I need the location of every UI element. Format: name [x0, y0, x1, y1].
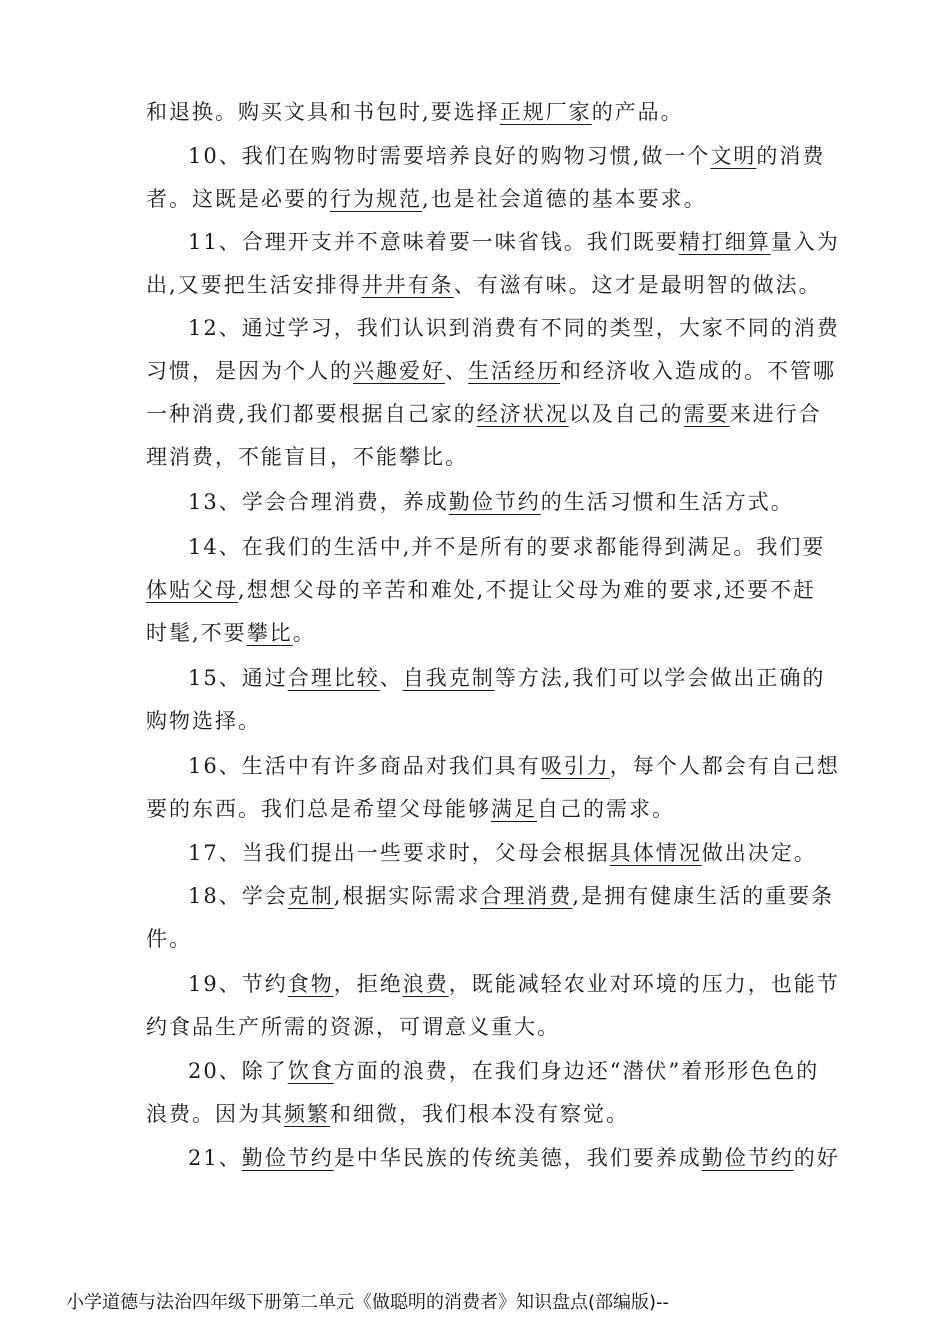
underlined-keyword: 井井有条 [361, 273, 454, 297]
text-segment: 14、在我们的生活中,并不是所有的要求都能得到满足。我们要 [188, 535, 826, 559]
text-segment: 、 [379, 666, 403, 690]
text-segment: 10、我们在购物时需要培养良好的购物习惯,做一个 [188, 144, 711, 168]
text-segment: 12、通过学习，我们认识到消费有不同的类型，大家不同的消费 [188, 316, 840, 340]
text-segment: 理消费，不能盲目，不能攀比。 [146, 445, 468, 469]
text-line [188, 141, 825, 171]
text-segment: 等方法,我们可以学会做出正确的 [494, 666, 826, 690]
text-segment: 21、 [188, 1146, 242, 1170]
page-footer: 小学道德与法治四年级下册第二单元《做聪明的消费者》知识盘点(部编版)-- [66, 1292, 670, 1313]
underlined-keyword: 满足 [491, 797, 537, 821]
underlined-keyword: 勤俭节约 [701, 1146, 794, 1170]
underlined-keyword: 行为规范 [330, 187, 422, 211]
text-line [146, 97, 684, 127]
underlined-keyword: 自我克制 [402, 666, 495, 690]
underlined-keyword: 体贴父母 [146, 578, 238, 602]
text-segment: 浪费。因为其 [146, 1102, 284, 1126]
text-segment: 量入为 [770, 230, 840, 254]
text-segment: 19、节约 [188, 972, 288, 996]
text-line [188, 751, 840, 781]
text-segment: 的生活习惯和生活方式。 [540, 490, 794, 514]
text-line [188, 1056, 819, 1086]
text-line [146, 706, 261, 736]
text-line [188, 663, 825, 693]
underlined-keyword: 浪费 [402, 972, 449, 996]
text-segment: 17、当我们提出一些要求时，父母会根据 [188, 841, 610, 865]
text-line [146, 442, 468, 472]
underlined-keyword: 吸引力 [540, 754, 610, 778]
underlined-keyword: 需要 [683, 402, 730, 426]
text-segment: 13、学会合理消费，养成 [188, 490, 449, 514]
text-segment: 来进行合 [729, 402, 822, 426]
text-segment: ,想想父母的辛苦和难处,不提让父母为难的要求,还要不赶 [238, 578, 817, 602]
text-segment: 和退换。购买文具和书包时,要选择 [146, 100, 500, 124]
text-segment: 、 [445, 359, 468, 383]
text-line [188, 313, 840, 343]
text-segment: 的好 [793, 1146, 840, 1170]
text-segment: 18、学会 [188, 884, 288, 908]
underlined-keyword: 食物 [287, 972, 334, 996]
text-line [146, 356, 836, 386]
underlined-keyword: 饮食 [287, 1059, 334, 1083]
text-segment: ,也是社会道德的基本要求。 [422, 187, 707, 211]
text-line [146, 184, 707, 214]
text-line [188, 532, 825, 562]
text-line [146, 794, 675, 824]
text-segment: 习惯，是因为个人的 [146, 359, 353, 383]
text-segment: 要的东西。我们总是希望父母能够 [146, 797, 491, 821]
text-segment: 是中华民族的传统美德，我们要养成 [333, 1146, 702, 1170]
text-line [188, 227, 840, 257]
text-segment: 时髦,不要 [146, 621, 247, 645]
text-segment: 方面的浪费，在我们身边还“潜伏”着形形色色的 [333, 1059, 820, 1083]
text-segment: ，拒绝 [333, 972, 403, 996]
text-line [146, 270, 822, 300]
text-line [146, 1012, 560, 1042]
underlined-keyword: 勤俭节约 [241, 1146, 334, 1170]
text-segment: 和经济收入造成的。不管哪 [560, 359, 836, 383]
underlined-keyword: 攀比 [246, 621, 293, 645]
underlined-keyword: 兴趣爱好 [353, 359, 445, 383]
underlined-keyword: 经济状况 [476, 402, 569, 426]
text-segment: 一种消费,我们都要根据自己家的 [146, 402, 477, 426]
text-line [146, 575, 816, 605]
text-line [188, 487, 794, 517]
underlined-keyword: 合理消费 [480, 884, 573, 908]
text-segment: 的产品。 [591, 100, 684, 124]
text-segment: 做出决定。 [701, 841, 817, 865]
text-line [188, 969, 840, 999]
underlined-keyword: 克制 [287, 884, 334, 908]
text-segment: 、有滋有味。这才是最明智的做法。 [453, 273, 822, 297]
text-segment: 20、除了 [188, 1059, 288, 1083]
text-segment: ，每个人都会有自己想 [609, 754, 840, 778]
text-segment: 者。这既是必要的 [146, 187, 330, 211]
text-line [146, 618, 316, 648]
text-segment: 出,又要把生活安排得 [146, 273, 362, 297]
text-line [188, 838, 817, 868]
text-line [188, 881, 834, 911]
text-segment: 11、合理开支并不意味着要一味省钱。我们既要 [188, 230, 679, 254]
text-segment: 以及自己的 [568, 402, 684, 426]
text-line [188, 1143, 840, 1173]
text-line [146, 924, 192, 954]
text-segment: 约食品生产所需的资源，可谓意义重大。 [146, 1015, 560, 1039]
underlined-keyword: 勤俭节约 [448, 490, 541, 514]
text-segment: 件。 [146, 927, 192, 951]
text-segment: 自己的需求。 [537, 797, 675, 821]
text-line [146, 1099, 629, 1129]
underlined-keyword: 正规厂家 [499, 100, 592, 124]
text-segment: 15、通过 [188, 666, 288, 690]
text-segment: ，既能减轻农业对环境的压力，也能节 [448, 972, 840, 996]
underlined-keyword: 生活经历 [468, 359, 560, 383]
underlined-keyword: 文明 [710, 144, 757, 168]
text-segment: ,根据实际需求 [333, 884, 481, 908]
text-segment: 16、生活中有许多商品对我们具有 [188, 754, 541, 778]
text-segment: 购物选择。 [146, 709, 261, 733]
text-segment: 。 [292, 621, 316, 645]
text-line [146, 399, 822, 429]
underlined-keyword: 精打细算 [678, 230, 771, 254]
text-segment: ,是拥有健康生活的重要条 [572, 884, 835, 908]
underlined-keyword: 合理比较 [287, 666, 380, 690]
underlined-keyword: 具体情况 [609, 841, 702, 865]
text-segment: 和细微，我们根本没有察觉。 [330, 1102, 629, 1126]
text-segment: 的消费 [756, 144, 826, 168]
underlined-keyword: 频繁 [284, 1102, 330, 1126]
